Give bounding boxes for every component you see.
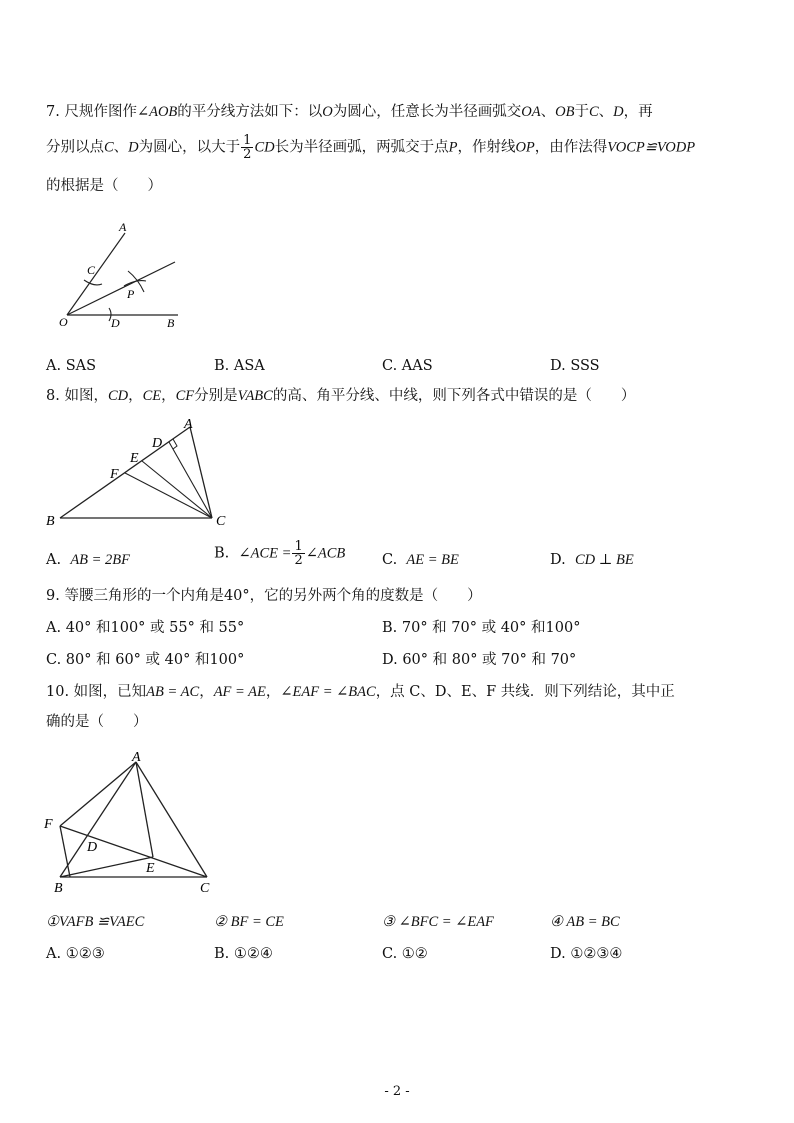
q7-line-1 xyxy=(46,102,653,122)
q10-seg-ab xyxy=(60,762,136,877)
q10-line-1 xyxy=(46,682,675,702)
q8-side-ac xyxy=(190,427,212,518)
q8-label-b: B xyxy=(46,514,55,529)
q7-option-c[interactable]: C. AAS xyxy=(382,358,433,374)
q8-option-a-label: A. xyxy=(46,552,62,568)
q7-point: C xyxy=(104,139,114,156)
q8-label-a: A xyxy=(184,417,193,432)
q7-line-2 xyxy=(46,134,695,161)
q8-triangle: VABC xyxy=(237,388,273,404)
q7-text: ，由作法得 xyxy=(534,139,608,156)
q7-ray-oa xyxy=(67,233,125,315)
q8-option-d-expr: CD ⊥ BE xyxy=(574,552,634,568)
q7-label-o: O xyxy=(59,315,68,329)
q7-label-c: C xyxy=(87,263,96,277)
q7-text: 长为半径画弧，两弧交于点 xyxy=(274,139,449,156)
q7-point: D xyxy=(128,139,139,156)
q8-fraction: $\frac{1}{2}$ xyxy=(294,539,303,568)
q7-text: 、 xyxy=(540,104,556,120)
q9-option-b[interactable]: B. 70° 和 70° 或 40° 和100° xyxy=(382,620,581,636)
q10-figure xyxy=(40,746,230,896)
q8-segment: CF xyxy=(175,388,195,404)
q7-angle: ∠AOB xyxy=(136,104,178,120)
q10-text: 10. 如图，已知 xyxy=(46,684,147,700)
q10-option-a[interactable]: A. ①②③ xyxy=(46,946,105,962)
q7-option-d[interactable]: D. SSS xyxy=(550,358,600,374)
q10-line-2: 确的是（ ） xyxy=(46,714,148,730)
q10-text: ， xyxy=(265,684,281,700)
q7-label-p: P xyxy=(127,287,135,301)
q10-seg-af xyxy=(60,762,136,826)
q7-congruence: VOCP≌VODP xyxy=(607,139,696,156)
q8-text: ， xyxy=(128,388,143,404)
q8-option-b-left: ∠ACE = xyxy=(238,545,292,562)
q7-arc-c xyxy=(84,280,102,285)
q8-text: 的高、角平分线、中线，则下列各式中错误的是（ ） xyxy=(272,388,636,404)
q10-label-b: B xyxy=(54,881,63,896)
q8-stem xyxy=(46,386,635,406)
q9-option-c[interactable]: C. 80° 和 60° 或 40° 和100° xyxy=(46,652,245,668)
q8-label-c: C xyxy=(216,514,226,529)
q10-seg-be xyxy=(60,857,153,877)
q7-option-b[interactable]: B. ASA xyxy=(214,358,265,374)
q9-option-d[interactable]: D. 60° 和 80° 或 70° 和 70° xyxy=(382,652,577,668)
q8-label-f: F xyxy=(110,467,119,482)
q8-option-c-label: C. xyxy=(382,552,398,568)
q8-side-ab xyxy=(60,427,190,518)
q10-option-c[interactable]: C. ①② xyxy=(382,946,428,962)
q10-label-c: C xyxy=(200,881,210,896)
q10-statement-3: ③ ∠BFC = ∠EAF xyxy=(382,914,494,930)
q7-text: ，作射线 xyxy=(457,139,516,156)
q7-text: 7. 尺规作图作 xyxy=(46,104,137,120)
q10-label-f: F xyxy=(44,817,53,832)
q7-text: 分别以点 xyxy=(46,139,104,156)
q7-point: D xyxy=(613,104,624,120)
q10-condition: ∠EAF = ∠BAC xyxy=(280,684,376,700)
q7-text: 、 xyxy=(113,139,129,156)
q8-option-d-label: D. xyxy=(550,552,566,568)
q7-segment: OA xyxy=(521,104,541,120)
q10-text: ， xyxy=(199,684,214,700)
q8-figure xyxy=(42,414,242,534)
q8-option-c[interactable] xyxy=(382,550,459,570)
q10-text: ，点 C、D、E、F 共线．则下列结论，其中正 xyxy=(375,684,675,700)
q9-stem: 9. 等腰三角形的一个内角是40°，它的另外两个角的度数是（ ） xyxy=(46,588,482,604)
q8-text: ， xyxy=(161,388,176,404)
q7-option-a[interactable]: A. SAS xyxy=(46,358,97,374)
q10-condition: AF = AE xyxy=(213,684,266,700)
q7-label-d: D xyxy=(111,316,120,330)
q7-ray-op xyxy=(67,262,175,315)
q10-statement-4: ④ AB = BC xyxy=(550,914,620,930)
page-number: - 2 - xyxy=(384,1084,410,1099)
q8-option-b[interactable] xyxy=(214,540,345,567)
q7-point: C xyxy=(588,104,599,120)
q8-option-a-expr: AB = 2BF xyxy=(70,552,131,568)
q7-text: 为圆心，以大于 xyxy=(138,139,241,156)
q7-point: P xyxy=(448,139,458,156)
q10-option-d[interactable]: D. ①②③④ xyxy=(550,946,623,962)
q8-segment: CD xyxy=(107,388,129,404)
q10-label-a: A xyxy=(132,750,141,765)
q7-text: 的平分线方法如下：以 xyxy=(177,104,323,120)
q7-ray: OP xyxy=(515,139,535,156)
q7-label-b: B xyxy=(167,316,175,330)
q8-option-d[interactable] xyxy=(550,550,634,570)
q8-option-c-expr: AE = BE xyxy=(406,552,459,568)
q7-fraction: $\frac{1}{2}$ xyxy=(243,133,252,162)
q7-segment: CD xyxy=(254,139,275,156)
q7-text: ，再 xyxy=(623,104,653,120)
q7-point: O xyxy=(322,104,333,120)
q9-option-a[interactable]: A. 40° 和100° 或 55° 和 55° xyxy=(46,620,245,636)
q8-option-b-label: B. xyxy=(214,545,230,562)
q7-text: 为圆心，任意长为半径画弧交 xyxy=(332,104,522,120)
q8-right-angle-mark xyxy=(173,439,177,449)
q7-text: 、 xyxy=(598,104,614,120)
q10-statement-1: ①VAFB ≌VAEC xyxy=(46,914,145,930)
q7-label-a: A xyxy=(119,220,127,234)
q8-label-e: E xyxy=(130,451,139,466)
q8-option-a[interactable] xyxy=(46,550,130,570)
q10-seg-fc xyxy=(60,826,207,877)
q10-statement-2: ② BF = CE xyxy=(214,914,284,930)
q8-option-b-right: ∠ACB xyxy=(305,545,346,562)
q10-option-b[interactable]: B. ①②④ xyxy=(214,946,273,962)
q7-line-3 xyxy=(46,176,162,196)
q10-label-d: D xyxy=(87,840,98,855)
q7-text: 于 xyxy=(574,104,589,120)
q7-text: 的根据是（ ） xyxy=(46,178,162,194)
q10-label-e: E xyxy=(146,861,155,876)
q8-bisector-ce xyxy=(142,461,212,518)
q8-label-d: D xyxy=(152,436,163,451)
q8-text: 8. 如图， xyxy=(46,388,108,404)
q10-condition: AB = AC xyxy=(146,684,200,700)
q7-segment: OB xyxy=(555,104,575,120)
q7-figure xyxy=(50,215,190,335)
q8-segment: CE xyxy=(142,388,162,404)
q8-text: 分别是 xyxy=(194,388,238,404)
